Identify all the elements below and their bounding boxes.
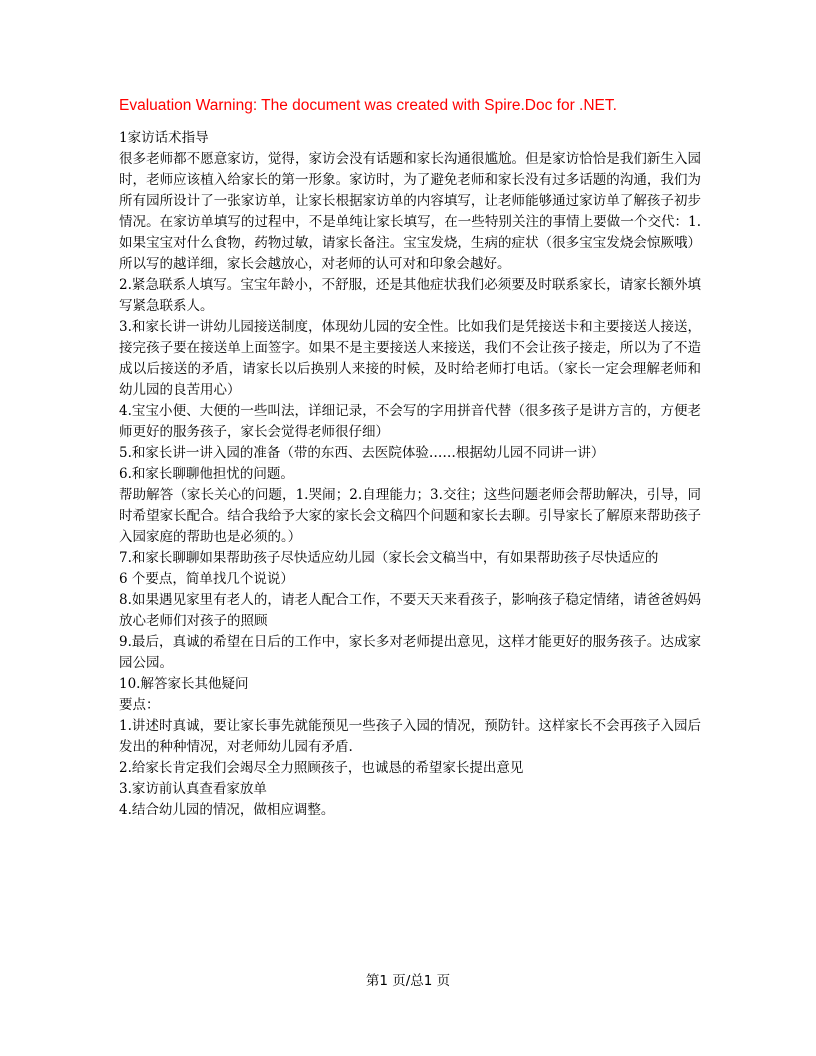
paragraph-help-answer: 帮助解答（家长关心的问题，1.哭闹；2.自理能力；3.交往；这些问题老师会帮助解决，引导，同时希望家长配合。结合我给予大家的家长会文稿四个问题和家长去聊。引导家长了解原来帮助孩子入园家庭的帮助也是必须的。） [119,487,701,545]
key-point-1: 1.讲述时真诚，要让家长事先就能预见一些孩子入园的情况，预防针。这样家长不会再孩子入园后发出的种种情况，对老师幼儿园有矛盾. [119,718,701,755]
document-body [119,128,701,821]
paragraph-item-7: 7.和家长聊聊如果帮助孩子尽快适应幼儿园（家长会文稿当中，有如果帮助孩子尽快适应的 [119,550,659,566]
paragraph-item-5: 5.和家长讲一讲入园的准备（带的东西、去医院体验……根据幼儿园不同讲一讲） [119,445,605,461]
key-point-3: 3.家访前认真查看家放单 [119,781,267,797]
paragraph-item-3: 3.和家长讲一讲幼儿园接送制度，体现幼儿园的安全性。比如我们是凭接送卡和主要接送人接送，接完孩子要在接送单上面签字。如果不是主要接送人来接送，我们不会让孩子接走，所以为了不造成以后接送的矛盾，请家长以后换别人来接的时候，及时给老师打电话。（家长一定会理解老师和幼儿园的良苦用心） [119,319,701,398]
section-title: 1家访话术指导 [119,130,209,146]
paragraph-item-4: 4.宝宝小便、大便的一些叫法，详细记录，不会写的字用拼音代替（很多孩子是讲方言的，方便老师更好的服务孩子，家长会觉得老师很仔细） [119,403,701,440]
paragraph-item-10: 10.解答家长其他疑问 [119,676,249,692]
paragraph-intro: 很多老师都不愿意家访，觉得，家访会没有话题和家长沟通很尴尬。但是家访恰恰是我们新生入园时，老师应该植入给家长的第一形象。家访时，为了避免老师和家长没有过多话题的沟通，我们为所有园所设计了一张家访单，让家长根据家访单的内容填写，让老师能够通过家访单了解孩子初步情况。在家访单填写的过程中，不是单纯让家长填写，在一些特别关注的事情上要做一个交代：1.如果宝宝对什么食物，药物过敏，请家长备注。宝宝发烧，生病的症状（很多宝宝发烧会惊厥哦）所以写的越详细，家长会越放心，对老师的认可对和印象会越好。 [119,151,701,272]
page-footer: 第1 页/总1 页 [365,973,451,989]
key-point-2: 2.给家长肯定我们会竭尽全力照顾孩子，也诚恳的希望家长提出意见 [119,760,524,776]
paragraph-item-6: 6.和家长聊聊他担忧的问题。 [119,466,294,482]
paragraph-item-8: 8.如果遇见家里有老人的，请老人配合工作，不要天天来看孩子，影响孩子稳定情绪，请爸爸妈妈放心老师们对孩子的照顾 [119,592,701,629]
evaluation-warning: Evaluation Warning: The document was created with Spire.Doc for .NET. [119,97,617,114]
key-points-heading: 要点： [119,697,160,713]
paragraph-item-7-cont: 6 个要点，简单找几个说说） [119,571,294,587]
paragraph-item-9: 9.最后，真诚的希望在日后的工作中，家长多对老师提出意见，这样才能更好的服务孩子。达成家园公园。 [119,634,701,671]
key-point-4: 4.结合幼儿园的情况，做相应调整。 [119,802,335,818]
paragraph-item-2: 2.紧急联系人填写。宝宝年龄小，不舒服，还是其他症状我们必须要及时联系家长，请家长额外填写紧急联系人。 [119,277,701,314]
